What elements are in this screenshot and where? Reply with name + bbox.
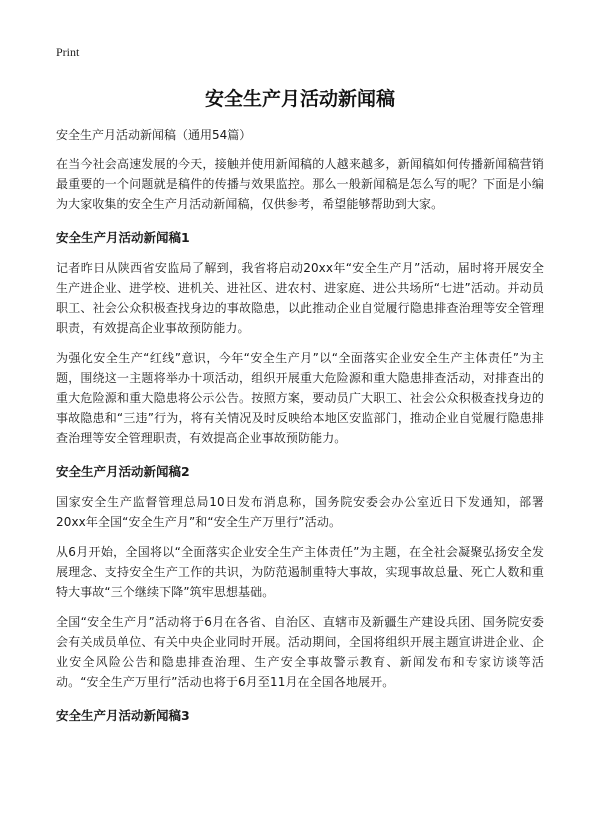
section-heading-2: 安全生产月活动新闻稿2 — [56, 464, 190, 479]
section-1-paragraph-1: 记者昨日从陕西省安监局了解到，我省将启动20xx年“安全生产月”活动，届时将开展安全生产进企业、进学校、进机关、进社区、进农村、进家庭、进公共场所“七进”活动。并动员职工、社会公众积极查找身边的事故隐患，以此推动企业自觉履行隐患排查治理等安全管理职责，有效提高企业事故预防能力。 — [56, 261, 544, 335]
section-2-paragraph-2: 从6月开始，全国将以“全面落实企业安全生产主体责任”为主题，在全社会凝聚弘扬安全发展理念、支持安全生产工作的共识，为防范遏制重特大事故，实现事故总量、死亡人数和重特大事故“三个继续下降”筑牢思想基础。 — [56, 545, 544, 599]
print-link[interactable]: Print — [56, 45, 80, 59]
section-heading-3: 安全生产月活动新闻稿3 — [56, 708, 190, 723]
section-heading-1: 安全生产月活动新闻稿1 — [56, 230, 190, 245]
document-subtitle: 安全生产月活动新闻稿（通用54篇） — [56, 128, 252, 142]
section-2-paragraph-3: 全国“安全生产月”活动将于6月在各省、自治区、直辖市及新疆生产建设兵团、国务院安委会有关成员单位、有关中央企业同时开展。活动期间，全国将组织开展主题宣讲进企业、企业安全风险公告和隐患排查治理、生产安全事故警示教育、新闻发布和专家访谈等活动。“安全生产万里行”活动也将于6月至11月在全国各地展开。 — [56, 615, 544, 689]
section-1-paragraph-2: 为强化安全生产“红线”意识，今年“安全生产月”以“全面落实企业安全生产主体责任”为主题，围绕这一主题将举办十项活动，组织开展重大危险源和重大隐患排查活动，对排查出的重大危险源和重大隐患将公示公告。按照方案，要动员广大职工、社会公众积极查找身边的事故隐患和“三违”行为，将有关情况及时反映给本地区安监部门，推动企业自觉履行隐患排查治理等安全管理职责，有效提高企业事故预防能力。 — [56, 351, 544, 445]
document-title: 安全生产月活动新闻稿 — [204, 88, 395, 110]
intro-paragraph: 在当今社会高速发展的今天，接触并使用新闻稿的人越来越多，新闻稿如何传播新闻稿营销最重要的一个问题就是稿件的传播与效果监控。那么一般新闻稿是怎么写的呢？下面是小编为大家收集的安全生产月活动新闻稿，仅供参考，希望能够帮助到大家。 — [56, 157, 544, 211]
section-2-paragraph-1: 国家安全生产监督管理总局10日发布消息称，国务院安委会办公室近日下发通知，部署20xx年全国“安全生产月”和“安全生产万里行”活动。 — [56, 495, 544, 529]
